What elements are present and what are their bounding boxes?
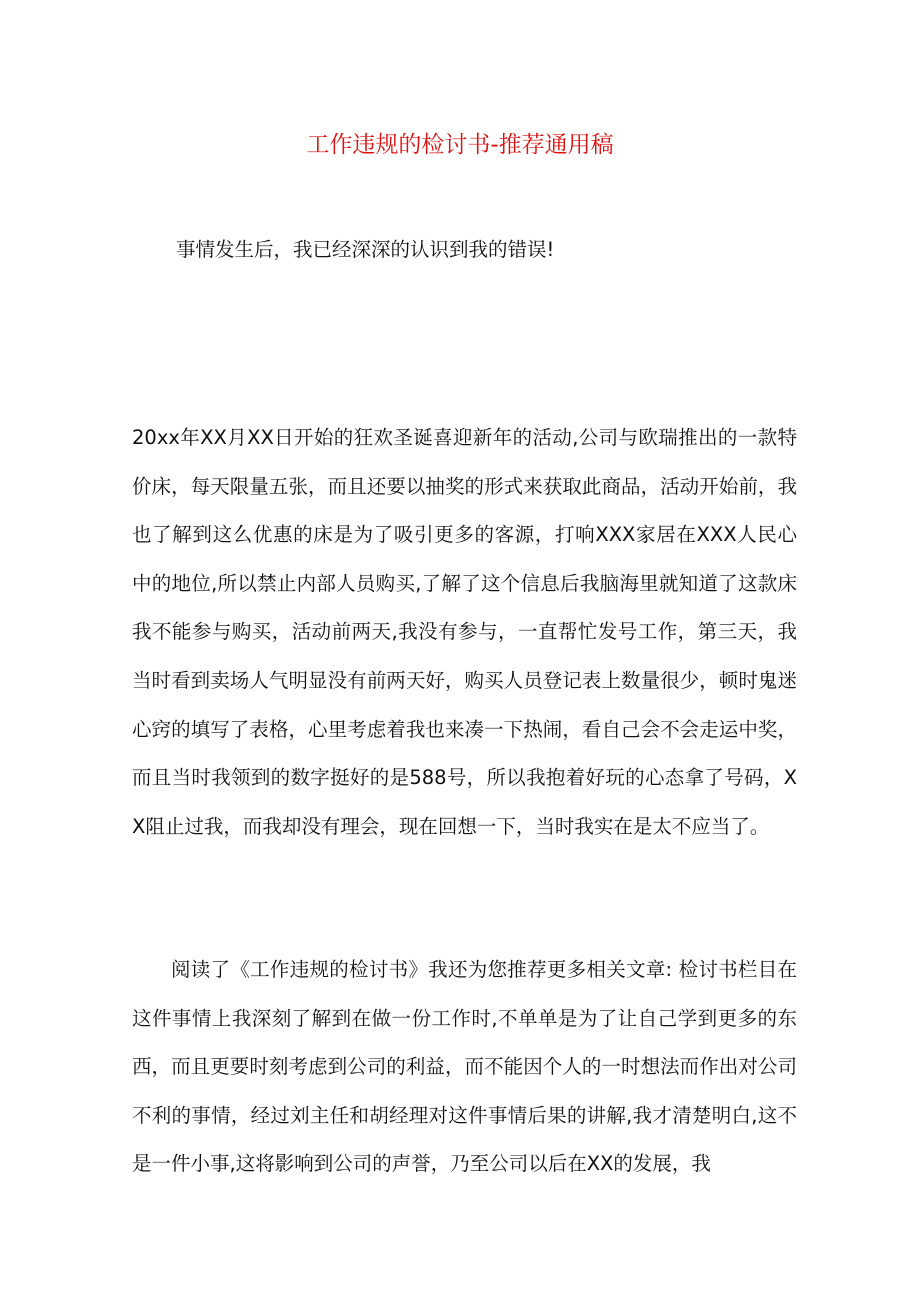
document-title: 工作违规的检讨书-推荐通用稿 [306, 132, 614, 158]
paragraph-opening: 事情发生后，我已经深深的认识到我的错误! [176, 238, 555, 261]
paragraph-incident: 20xx年XX月XX日开始的狂欢圣诞喜迎新年的活动,公司与欧瑞推出的一款特价床，每天限量五张，而且还要以抽奖的形式来获取此商品，活动开始前，我也了解到这么优惠的床是为了吸引更多的客源，打响XXX家居在XXX人民心中的地位,所以禁止内部人员购买,了解了这个信息后我脑海里就知道了这款床我不能参与购买，活动前两天,我没有参与，一直帮忙发号工作，第三天，我当时看到卖场人气明显没有前两天好，购买人员登记表上数量很少，顿时鬼迷心窍的填写了表格，心里考虑着我也来凑一下热闹，看自己会不会走运中奖，而且当时我领到的数字挺好的是588号，所以我抱着好玩的心态拿了号码，XX阻止过我，而我却没有理会，现在回想一下，当时我实在是太不应当了。 [132, 426, 797, 838]
paragraph-reflection: 阅读了《工作违规的检讨书》我还为您推荐更多相关文章: 检讨书栏目在这件事情上我深刻了解到在做一份工作时,不单单是为了让自己学到更多的东西，而且更要时刻考虑到公司的利益，而不能因个人的一时想法而作出对公司不利的事情，经过刘主任和胡经理对这件事情后果的讲解,我才清楚明白,这不是一件小事,这将影响到公司的声誉，乃至公司以后在XX的发展，我 [132, 958, 797, 1176]
